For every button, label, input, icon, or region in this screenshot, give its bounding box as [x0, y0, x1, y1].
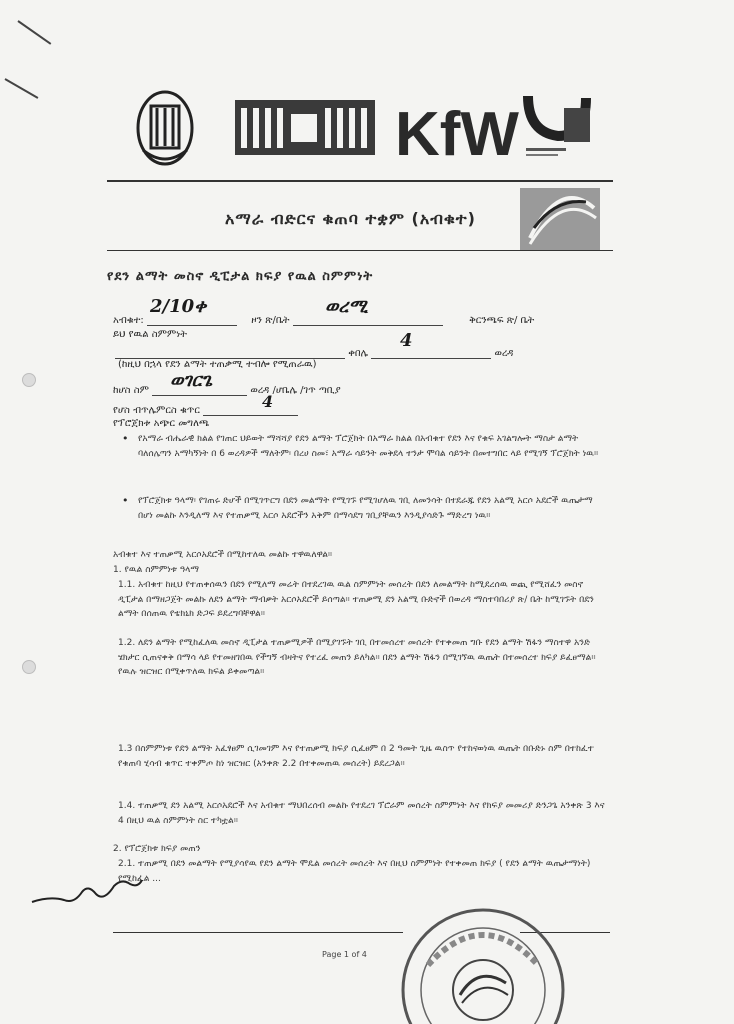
paper-scratch [17, 20, 51, 45]
section-2-heading: 2. የፕሮጀክቱ ክፍያ መጠን [113, 844, 201, 854]
kebele-field [371, 346, 491, 359]
kfw-logo-text: KfW [395, 100, 519, 169]
handwritten-signature [30, 870, 145, 910]
regional-emblem-logo [135, 88, 195, 168]
member-field [203, 403, 298, 416]
branch-value: ወረሚ [325, 296, 368, 317]
project-description: የአማራ ብሔራዊ ክልል የገጠር ህይወት ማሻሻያ የደን ልማት ፕሮጀክት በአማራ ክልል በአብቁተ የደን እና የቁፍ አገልግሎት ማስታ ልማት ባለሰሌጣን አማካኝነት በ 6 ወረዳዎች ማለትም፡ በረሀ ስመ፣ አማራ ሳይንት መቅደላ ተንታ ሞባል ሳይንት በመተግበር ላይ የሚገኝ ፕሮጀክት ነዉ። [138, 434, 599, 459]
clause-2-1: 2.1. ተጠቃሚ በደን መልማት የሚያሳየዉ የደን ልማት ሞዴል መሰረት መሰረት እና በዚህ ስምምነት የተቀመጠ ክፍያ ( የደን ልማት ዉጤታማነት) የሚከፈል ... [118, 859, 591, 884]
sub-branch-label: ቅርንጫፍ ጽ/ ቤት [469, 315, 535, 326]
kebele-value: 4 [400, 330, 413, 351]
project-objective: የፕሮጀክቱ ዓላማ፡ የገጠሩ ድሆች በሚገጥርግ በደን መልማት የሚገኙ የሚገሆለዉ ገቢ ለመንሳት በተደራጁ የደን አልሚ አርሶ አደሮች ዉጤታማ በሆነ መልኩ እንዲለማ እና የተጠቃሚ አርሶ አደሮችን አቅም በማሳደግ ገቢያቸዉን እንዲያሳድጉ ማድረግ ነዉ። [138, 496, 593, 521]
footer-rule-left [113, 932, 403, 933]
location-label: ከሆስ ስም [113, 385, 149, 396]
document-title: የደን ልማት መስኖ ዲፒታል ክፍያ የዉል ስምምነት [107, 269, 374, 284]
punch-hole-bottom [22, 660, 36, 674]
clause-1-1: 1.1. አብቁተ ከዚህ የተጠቀሰዉን በደን የሚለማ መሬት በተደረገዉ ዉል ስምምነት መሰረት በደን ለመልማት ከሚደረሰዉ ወጪ የሚሸፈን መስኖ ዲፒታል በማዘጋጀት መልኩ ለደን ልማት ማብቃት አርሶአደሮች ይሰጣል። ተጠቃሚ ደን አልሚ ቡድኖች በወረዳ ማስተባበሪያ ጽ/ ቤት ከሚገኙት በደን ልማት በሰጠዉ የቴክኒክ ድጋፍ ይደረግባቸዋል። [118, 580, 594, 619]
section-1-heading: 1. የዉል ስምምነቱ ዓላማ [113, 565, 200, 575]
page-number: Page 1 of 4 [322, 950, 367, 959]
kfw-logo [393, 95, 519, 169]
kebele-prefix-field [115, 346, 345, 359]
bullet-marker: • [122, 432, 129, 445]
paper-scratch [5, 78, 39, 99]
clause-1-2: 1.2. ለደን ልማት የሚከፈለዉ መስኖ ዲፒታል ተጠቃሚዎች በሚያገኙት ገቢ በተመሰረተ መሰረት የተቀመጠ ግቡ የደን ልማት ሽፋን ማስተዋ አንድ ሄክታር ሲጠናቀቅ በማሳ ላይ የተመዘገበዉ የችግኝ ብዛትና የተረፈ መጠን ይለካል። በደን ልማት ሽፋን በሚገኘዉ ዉጤት በተመሰረተ ክፍያ ይፈፀማል። የዉሉ ዝርዝር በሚቀጥለዉ ክፍል ይቀመጣል። [118, 638, 596, 677]
header-rule [107, 180, 613, 182]
contract-no-value: 2/10ቀ [150, 296, 207, 317]
partner-logo [520, 92, 595, 162]
branch-label: ዞን ጽ/ቤት [251, 315, 290, 326]
organization-name: አማራ ብድርና ቁጠባ ተቋም (አብቁተ) [225, 209, 476, 228]
parties-statement: አብቁተ እና ተጠቃሚ አርሶአደሮች በሚከተለዉ መልኩ ተዋዉለዋል። [113, 550, 333, 560]
woreda2-label: ወረዳ /ሆቤሌ /ገጥ ጣቢያ [250, 385, 341, 396]
acsi-seal-logo [520, 188, 600, 250]
agreement-intro-label: ይህ የዉል ስምምነት [113, 329, 187, 340]
kebele-row [115, 346, 513, 359]
official-stamp [398, 905, 568, 1024]
project-intro-label: የፕሮጀክቱ አጭር መግለጫ [113, 418, 210, 429]
member-label: የሆስ ብጥሌምርስ ቁጥር [113, 405, 200, 416]
contract-no-label: አብቁተ: [113, 315, 144, 326]
location-value: ወገርጌ [170, 370, 213, 391]
bullet-marker: • [122, 494, 129, 507]
location-row [113, 383, 341, 396]
building-logo [235, 100, 375, 155]
punch-hole-top [22, 373, 36, 387]
beneficiary-note: (ከዚህ በኋላ የደን ልማት ተጠቃሚ ተብሎ የሚጠራዉ) [118, 359, 317, 370]
clause-1-3: 1.3 በስምምነቱ የደን ልማት አፈፃፀም ሲገመገም እና የተጠቃሚ ክፍያ ሲፈፀም በ 2 ዓመት ጊዜ ዉስጥ የተከናወነዉ ዉጤት በቡድኑ ስም በተከፈተ የቁጠባ ሂሳብ ቁጥር ተቀምጦ ከነ ዝርዝር (አንቀጽ 2.2 በተቀመጠዉ መሰረት) ይደረጋል። [118, 744, 594, 769]
woreda-label: ወረዳ [494, 348, 514, 359]
kebele-label: ቀበሌ [348, 348, 369, 359]
clause-1-4: 1.4. ተጠቃሚ ደን አልሚ አርሶአደሮች እና አብቁተ ማህበረሰብ መልኩ የተደረገ ፕሮራም መሰረት ስምምነት እና የክፍያ መመሪያ ድንጋጌ አንቀጽ 3 እና 4 በዚህ ዉል ስምምነት ስር ተካቷል። [118, 801, 605, 826]
org-rule [107, 250, 613, 251]
member-value: 4 [262, 392, 274, 411]
